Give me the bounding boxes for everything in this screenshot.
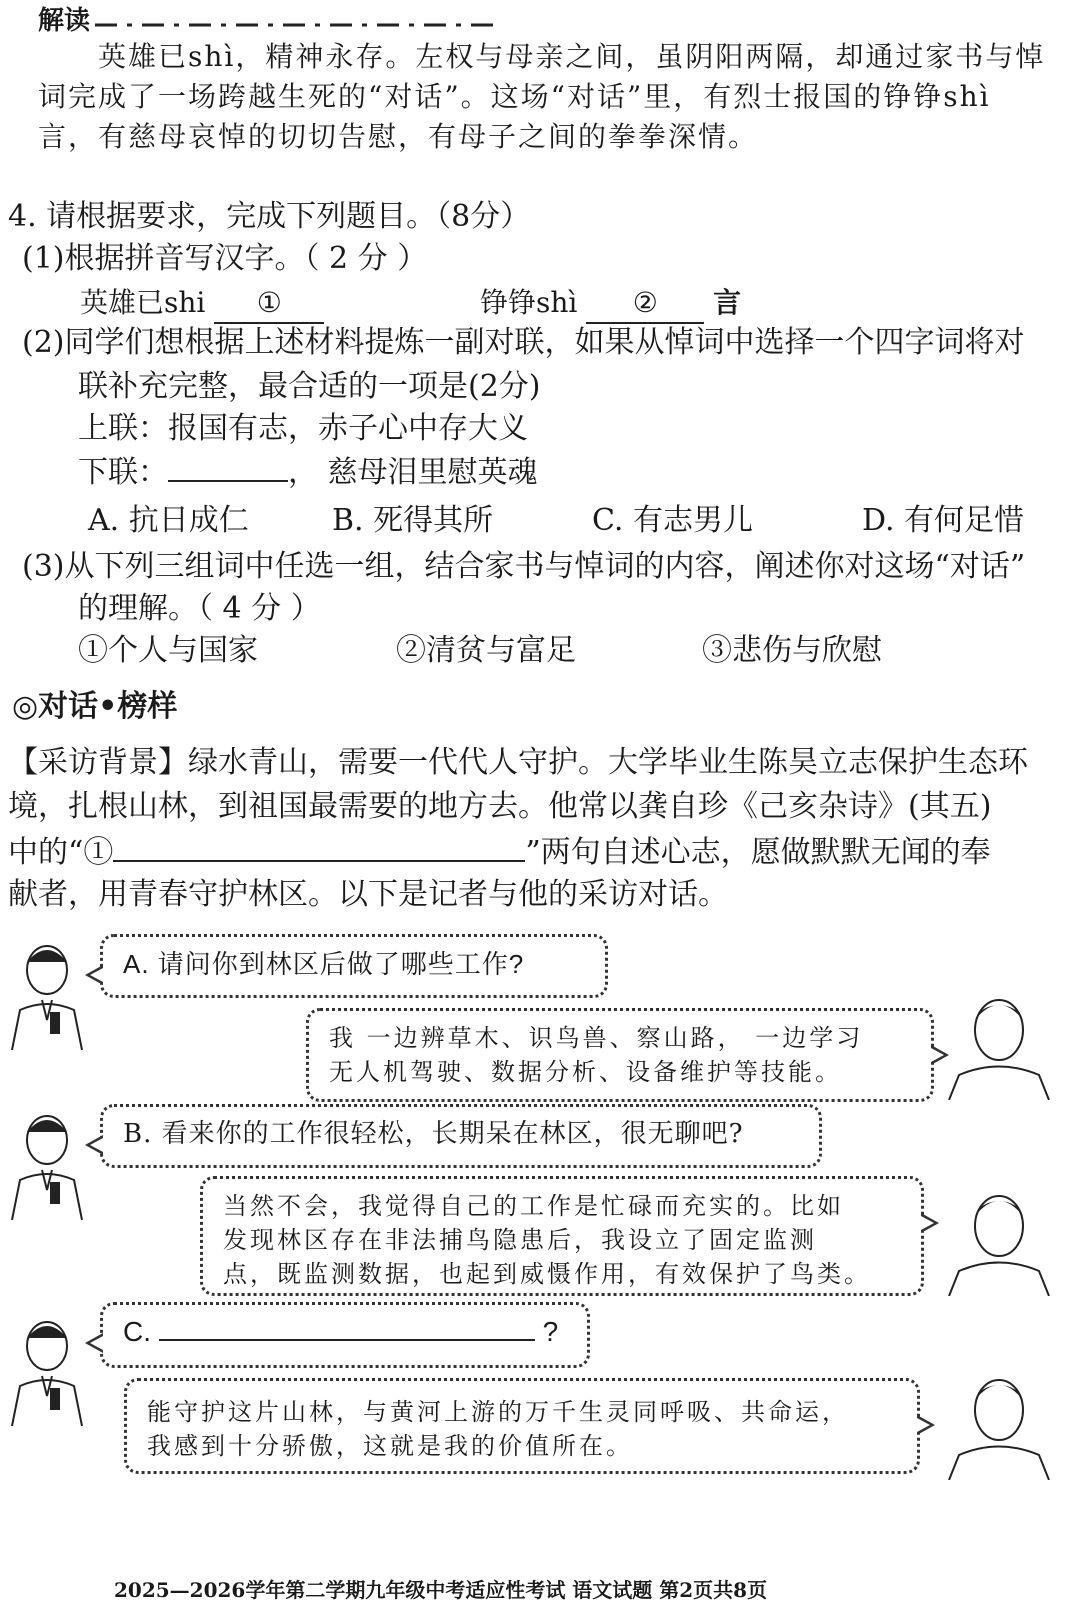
answer-a-bubble xyxy=(306,1008,934,1102)
couplet-lower-prefix: 下联： xyxy=(78,455,168,490)
interviewee-illustration-2 xyxy=(944,1186,1054,1296)
question-c-mark: ? xyxy=(542,1316,559,1347)
jiedu-heading: 解读 xyxy=(38,6,91,36)
answer-b-bubble xyxy=(200,1176,924,1296)
poem-answer-blank[interactable] xyxy=(113,830,525,862)
section-title: ◎对话•榜样 xyxy=(12,689,178,724)
couplet-lower-blank[interactable] xyxy=(168,450,288,482)
q4-part1-label: (1)根据拼音写汉字。（ 2 分 ） xyxy=(22,241,428,276)
item1-prefix: 英雄已shi xyxy=(80,286,206,319)
q4-part1-item1 xyxy=(80,284,324,324)
reporter-illustration-1 xyxy=(2,940,92,1050)
item2-suffix: 言 xyxy=(713,286,742,319)
question-a-bubble xyxy=(100,934,608,998)
bg-line3-prefix: 中的“① xyxy=(8,835,114,870)
q4-part3-label-line1: (3)从下列三组词中任选一组，结合家书与悼词的内容，阐述你对这场“对话” xyxy=(22,549,1026,584)
answer-c-line-1: 能守护这片山林，与黄河上游的万千生灵同呼吸、共命运， xyxy=(147,1398,849,1426)
couplet-lower xyxy=(78,450,538,494)
item1-answer-blank[interactable]: ① xyxy=(214,284,324,324)
choice-1[interactable]: ①个人与国家 xyxy=(78,633,258,668)
jiedu-line-1: 英雄已shì，精神永存。左权与母亲之间，虽阴阳两隔，却通过家书与悼 xyxy=(98,40,1046,73)
dash-dot-divider xyxy=(95,15,495,35)
interviewee-illustration-3 xyxy=(944,1370,1054,1480)
q4-part3-label-line2: 的理解。（ 4 分 ） xyxy=(78,591,321,626)
interviewee-illustration-1 xyxy=(944,990,1054,1100)
q4-part2-label-line2: 联补充完整，最合适的一项是(2分) xyxy=(78,369,541,404)
option-a[interactable]: A. 抗日成仁 xyxy=(88,503,249,538)
answer-a-line-2: 无人机驾驶、数据分析、设备维护等技能。 xyxy=(329,1058,842,1086)
item2-answer-blank[interactable]: ② xyxy=(586,284,704,324)
answer-b-line-1: 当然不会，我觉得自己的工作是忙碌而充实的。比如 xyxy=(223,1192,844,1220)
background-line-3 xyxy=(8,830,991,874)
q4-part2-label-line1: (2)同学们想根据上述材料提炼一副对联，如果从悼词中选择一个四字词将对 xyxy=(22,325,1025,360)
answer-b-line-3: 点，既监测数据，也起到威慑作用，有效保护了鸟类。 xyxy=(223,1260,871,1288)
answer-b-line-2: 发现林区存在非法捕鸟隐患后，我设立了固定监测 xyxy=(223,1226,817,1254)
background-line-4: 献者，用青春守护林区。以下是记者与他的采访对话。 xyxy=(8,877,728,912)
page-footer: 2025—2026学年第二学期九年级中考适应性考试 语文试题 第2页共8页 xyxy=(114,1578,768,1602)
q4-part1-item2 xyxy=(480,284,741,324)
item2-prefix: 铮铮shì xyxy=(480,286,578,319)
choice-2[interactable]: ②清贫与富足 xyxy=(396,633,576,668)
question-c-bubble xyxy=(100,1302,590,1368)
choice-3[interactable]: ③悲伤与欣慰 xyxy=(702,633,882,668)
bg-line3-suffix: ”两句自述心志，愿做默默无闻的奉 xyxy=(525,835,991,870)
answer-a-line-1: 我 一边辨草木、识鸟兽、察山路， 一边学习 xyxy=(329,1024,864,1052)
option-b[interactable]: B. 死得其所 xyxy=(332,503,494,538)
couplet-lower-suffix: ， 慈母泪里慰英魂 xyxy=(288,455,538,490)
jiedu-line-3: 言，有慈母哀悼的切切告慰，有母子之间的拳拳深情。 xyxy=(38,120,759,153)
couplet-upper: 上联：报国有志，赤子心中存大义 xyxy=(78,411,528,446)
answer-c-bubble xyxy=(124,1378,920,1474)
background-line-2: 境，扎根山林，到祖国最需要的地方去。他常以龚自珍《己亥杂诗》(其五) xyxy=(8,789,992,824)
reporter-illustration-2 xyxy=(2,1110,92,1220)
question-b-bubble xyxy=(100,1104,822,1168)
reporter-illustration-3 xyxy=(2,1316,92,1426)
question-c-answer-blank[interactable] xyxy=(159,1315,535,1341)
jiedu-line-2: 词完成了一场跨越生死的“对话”。这场“对话”里，有烈士报国的铮铮shì xyxy=(38,80,991,113)
question-c-prefix: C. xyxy=(123,1316,151,1347)
question-a-text: A. 请问你到林区后做了哪些工作? xyxy=(123,949,525,979)
background-line-1: 【采访背景】绿水青山，需要一代代人守护。大学毕业生陈昊立志保护生态环 xyxy=(8,745,1028,780)
question-4-title: 4. 请根据要求，完成下列题目。（8分） xyxy=(8,199,531,234)
option-c[interactable]: C. 有志男儿 xyxy=(592,503,753,538)
jiedu-heading-row xyxy=(38,0,495,37)
answer-c-line-2: 我感到十分骄傲，这就是我的价值所在。 xyxy=(147,1432,633,1460)
option-d[interactable]: D. 有何足惜 xyxy=(862,503,1025,538)
question-b-text: B. 看来你的工作很轻松，长期呆在林区，很无聊吧? xyxy=(123,1119,744,1149)
